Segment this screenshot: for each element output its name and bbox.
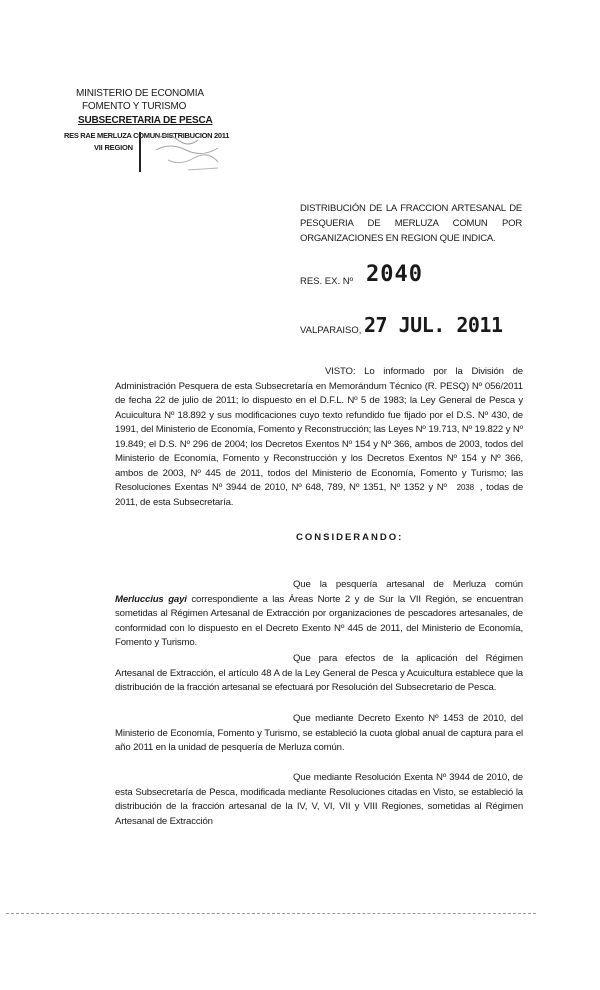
resolution-label: RES. EX. Nº	[300, 276, 354, 287]
handwritten-number: 2038	[456, 483, 474, 492]
header-subsecretaria: SUBSECRETARIA DE PESCA	[78, 115, 213, 126]
signature-stamp	[128, 128, 258, 178]
p1-start: Que la pesquería artesanal de Merluza común	[293, 579, 523, 590]
header-region: VII REGION	[94, 143, 133, 152]
visto-paragraph	[115, 365, 523, 510]
header-fomento: FOMENTO Y TURISMO	[82, 101, 187, 112]
species-name: Merluccius gayi	[115, 593, 187, 605]
considerando-heading: CONSIDERANDO:	[296, 532, 404, 543]
header-ministry: MINISTERIO DE ECONOMIA	[76, 88, 204, 99]
visto-text-end: , todas de 2011, de esta Subsecretaría.	[115, 482, 524, 508]
document-title: DISTRIBUCIÓN DE LA FRACCION ARTESANAL DE PESQUERIA DE MERLUZA COMUN POR ORGANIZACIONES EN REGION QUE INDICA.	[300, 203, 522, 244]
date-stamp: 27 JUL. 2011	[364, 313, 503, 337]
considerando-paragraph-2: Que para efectos de la aplicación del Régimen Artesanal de Extracción, el artículo 48 A de la Ley General de Pesca y Acuicultura establece que la distribución de la fracción artesanal se efectuará por Resolución del Subsecretario de Pesca.	[115, 653, 523, 693]
considerando-paragraph-4: Que mediante Resolución Exenta Nº 3944 de 2010, de esta Subsecretaría de Pesca, modificada mediante Resoluciones citadas en Visto, se estableció la distribución de la fracción artesanal de la IV, V, VI, VII y VIII Regiones, sometidas al Régimen Artesanal de Extracción	[115, 772, 523, 827]
considerando-paragraph-3: Que mediante Decreto Exento Nº 1453 de 2010, del Ministerio de Economía, Fomento y Turismo, se estableció la cuota global anual de captura para el año 2011 en la unidad de pesquería de Merluza común.	[115, 713, 523, 753]
p1-end: correspondiente a las Áreas Norte 2 y de Sur la VII Región, se encuentran sometidas al Régimen Artesanal de Extracción por organizaciones de pescadores artesanales, de conformidad con lo dispuesto en el Decreto Exento Nº 445 de 2011, del Ministerio de Economía, Fomento y Turismo.	[115, 593, 524, 648]
footer-divider	[6, 913, 536, 914]
resolution-number: 2040	[366, 262, 423, 287]
place: VALPARAISO,	[300, 325, 362, 336]
visto-text: VISTO: Lo informado por la División de Administración Pesquera de esta Subsecretaría en Memorándum Técnico (R. PESQ) Nº 056/2011 de fecha 22 de julio de 2011; lo dispuesto en el D.F.L. Nº 5 de 1983; la Ley General de Pesca y Acuicultura Nº 18.892 y sus modificaciones cuyo texto refundido fue fijado por el D.S. Nº 430, de 1991, del Ministerio de Economía, Fomento y Reconstrucción; las Leyes Nº 19.713, Nº 19.822 y Nº 19.849; el D.S. Nº 296 de 2004; los Decretos Exentos Nº 154 y Nº 366, ambos de 2003, todos del Ministerio de Economía, Fomento y Reconstrucción y los Decretos Exentos Nº 154 y Nº 366, ambos de 2003, Nº 445 de 2011, todos del Ministerio de Economía, Fomento y Turismo; las Resoluciones Exentas Nº 3944 de 2010, Nº 648, 789, Nº 1351, Nº 1352 y Nº	[115, 366, 523, 493]
header-reference: RES RAE MERLUZA COMUN DISTRIBUCION 2011	[64, 131, 230, 140]
considerando-paragraph-1	[115, 578, 523, 651]
